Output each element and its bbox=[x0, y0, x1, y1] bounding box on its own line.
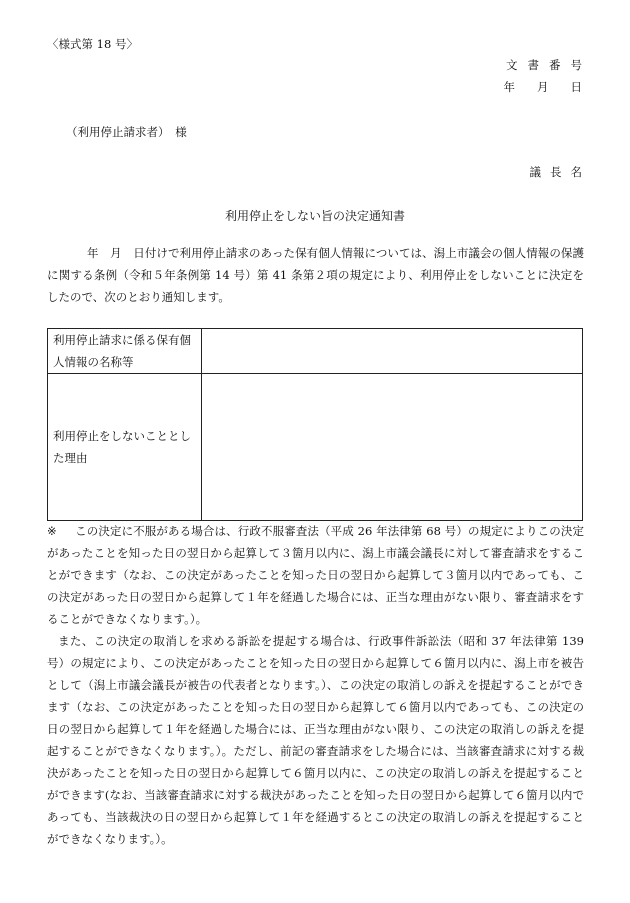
info-table bbox=[47, 328, 583, 521]
table-row bbox=[48, 329, 583, 374]
sender: 議長名 bbox=[529, 165, 591, 179]
note-mark: ※ bbox=[47, 524, 57, 538]
table-value-reason bbox=[202, 374, 583, 521]
table-label-info-name: 利用停止請求に係る保有個人情報の名称等 bbox=[48, 329, 202, 374]
table-label-reason: 利用停止をしないこととした理由 bbox=[48, 374, 202, 521]
table-row bbox=[48, 374, 583, 521]
body-paragraph: 年 月 日付けで利用停止請求のあった保有個人情報については、潟上市議会の個人情報の保護に関する条例（令和５年条例第 14 号）第 41 条第２項の規定により、利用停止をしないことに決定をしたので、次のとおり通知します。 bbox=[47, 246, 584, 304]
document-date-label bbox=[504, 79, 583, 95]
document-title: 利用停止をしない旨の決定通知書 bbox=[224, 209, 405, 223]
document-number-label: 文書番号 bbox=[506, 58, 592, 72]
note-section bbox=[47, 520, 584, 850]
note-paragraph-2: また、この決定の取消しを求める訴訟を提起する場合は、行政事件訴訟法（昭和 37 年法律第 139 号）の規定により、この決定があったことを知った日の翌日から起算して６箇月以内に、潟上市を被告として（潟上市議会議長が被告の代表者となります。）、この決定の取消しの訴えを提起することができます（なお、この決定があったことを知った日の翌日から起算して６箇月以内であっても、この決定の日の翌日から起算して１年を経過した場合には、正当な理由がない限り、この決定の取消しの訴えを提起することができなくなります。）。ただし、前記の審査請求をした場合には、当該審査請求に対する裁決があったことを知った日の翌日から起算して６箇月以内に、この決定の取消しの訴えを提起することができます(なお、当該審査請求に対する裁決があったことを知った日の翌日から起算して６箇月以内であっても、当該裁決の日の翌日から起算して１年を経過するとこの決定の取消しの訴えを提起することができなくなります。）。 bbox=[47, 634, 584, 846]
form-number: 〈様式第 18 号〉 bbox=[47, 37, 138, 51]
date-month: 月 bbox=[537, 80, 549, 94]
table-value-info-name bbox=[202, 329, 583, 374]
date-day: 日 bbox=[570, 80, 582, 94]
date-year: 年 bbox=[503, 80, 515, 94]
addressee: （利用停止請求者） 様 bbox=[66, 125, 187, 139]
note-paragraph-1-text: この決定に不服がある場合は、行政不服審査法（平成 26 年法律第 68 号）の規定によりこの決定があったことを知った日の翌日から起算して３箇月以内に、潟上市議会議長に対して審査請求をすることができます（なお、この決定があったことを知った日の翌日から起算して３箇月以内であっても、この決定があった日の翌日から起算して１年を経過した場合には、正当な理由がない限り、審査請求をすることができなくなります。）。 bbox=[47, 524, 584, 626]
note-paragraph-1 bbox=[47, 520, 584, 630]
